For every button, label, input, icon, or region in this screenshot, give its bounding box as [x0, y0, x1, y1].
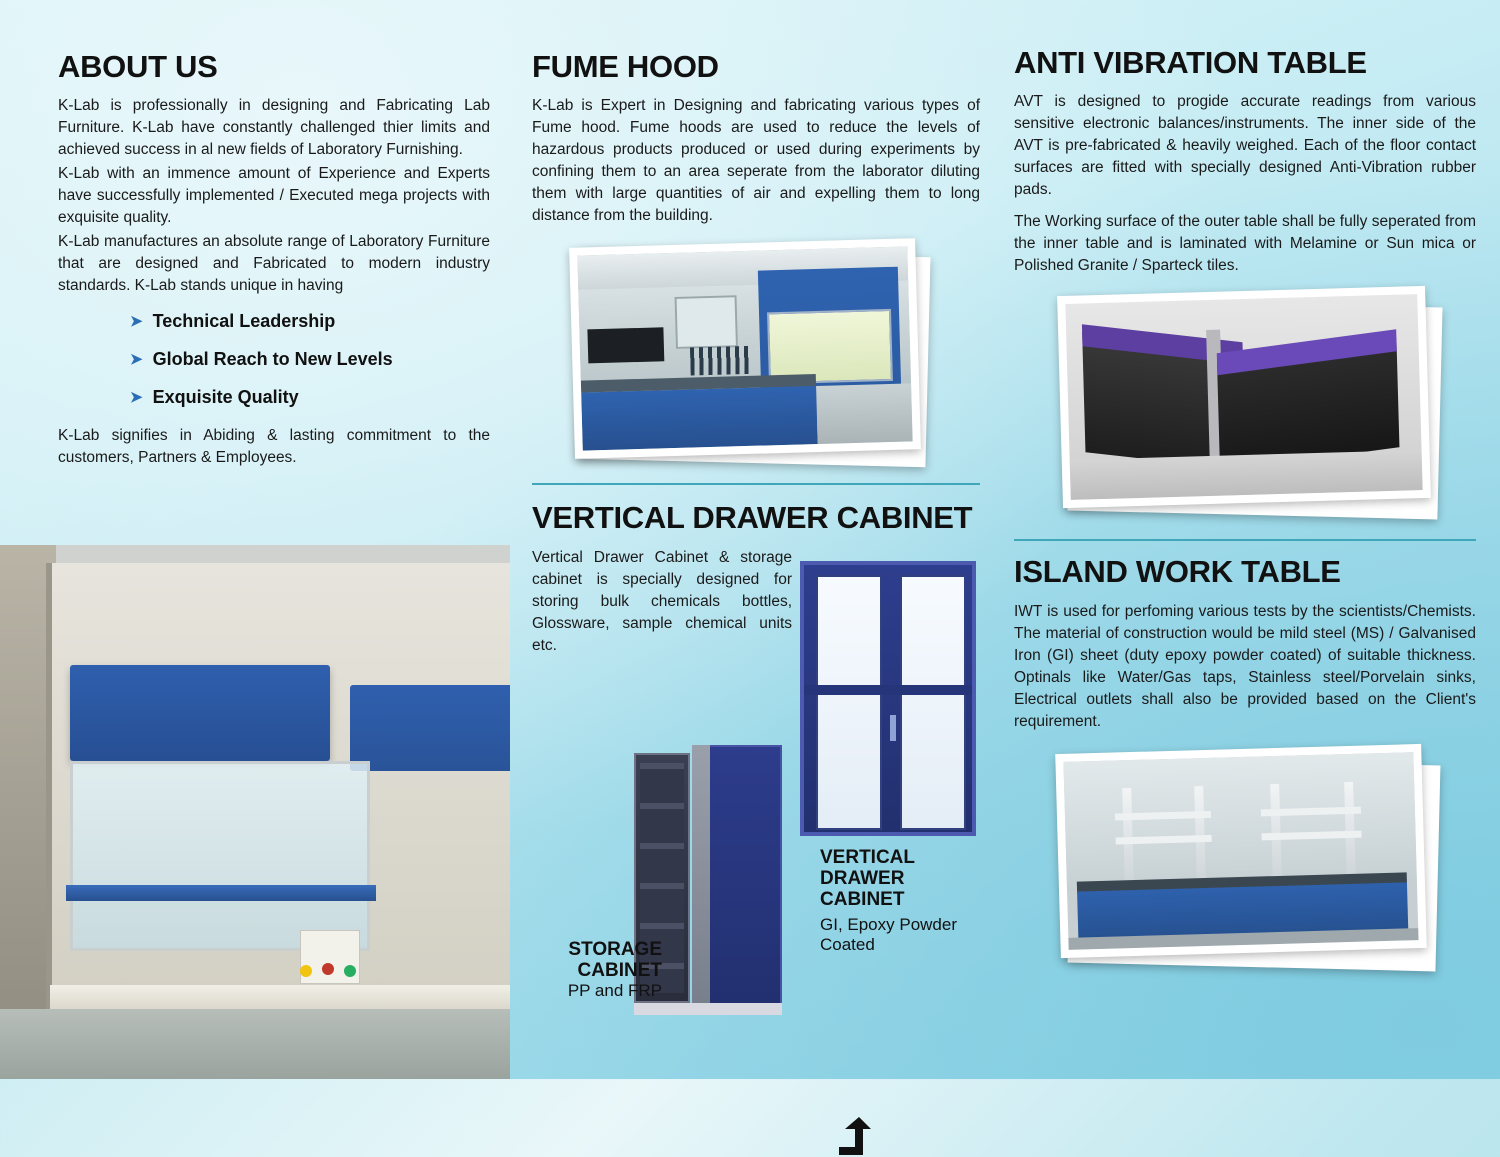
avt-photo	[1057, 286, 1431, 508]
about-us-closing: K-Lab signifies in Abiding & lasting commitment to the customers, Partners & Employees.	[58, 427, 490, 467]
arrow-right-icon: ➤	[130, 351, 143, 369]
section-divider	[1014, 539, 1476, 541]
fume-hood-photo-stack	[532, 243, 980, 465]
storage-cabinet-sublabel: PP and FRP	[567, 981, 662, 1001]
fume-hood-block	[532, 50, 980, 1017]
list-item	[58, 311, 490, 332]
section-divider	[532, 483, 980, 485]
fume-hood-installation-image	[0, 545, 510, 1079]
avt-photo-stack	[1014, 291, 1476, 521]
anti-vibration-table-title: ANTI VIBRATION TABLE	[1014, 45, 1367, 80]
vdc-paragraph: Vertical Drawer Cabinet & storage cabinet is specially designed for storing bulk chemicals bottles, Glossware, sample chemical units etc.	[532, 548, 792, 654]
iwt-photo	[1055, 744, 1427, 958]
iwt-paragraph: IWT is used for perfoming various tests by the scientists/Chemists. The material of construction would be mild steel (MS) / Galvanised Iron (GI) sheet (duty epoxy powder coated) of suitable thickness. Optinals like Water/Gas taps, Stainless steel/Porvelain sinks, Electrical outlets shall also be provided based on the Client's requirement.	[1014, 602, 1476, 730]
bullet-label: Global Reach to New Levels	[152, 349, 393, 370]
vertical-drawer-cabinet-image	[800, 561, 976, 836]
bullet-label: Exquisite Quality	[152, 387, 299, 408]
about-us-block	[58, 50, 490, 471]
arrow-right-icon: ➤	[130, 389, 143, 407]
about-us-title: ABOUT US	[58, 49, 218, 84]
avt-paragraph-1: AVT is designed to progide accurate readings from various sensitive electronic balances/instruments. The inner side of the AVT is pre-fabricated & heavily weighed. Each of the floor contact surfaces are fitted with specially designed Anti-Vibration rubber pads.	[1014, 93, 1476, 199]
arrow-up-icon	[837, 1117, 871, 1157]
island-work-table-image	[1063, 752, 1418, 950]
column-avt-iwt	[990, 0, 1500, 1079]
about-us-paragraph-1: K-Lab is professionally in designing and Fabricating Lab Furniture. K-Lab have constantly challenged thier limits and achieved success in al new fields of Laboratory Furnishing.	[58, 97, 490, 159]
list-item	[58, 387, 490, 408]
iwt-photo-stack	[1014, 749, 1476, 969]
fume-hood-paragraph: K-Lab is Expert in Designing and fabricating various types of Fume hood. Fume hoods are used to reduce the levels of hazardous products produced or used during experiments by confining them to an area seperate from the laborator diluting them with large quantities of air and expelling them to long distance from the building.	[532, 97, 980, 225]
bullet-label: Technical Leadership	[152, 311, 336, 332]
about-us-bullet-list	[58, 311, 490, 408]
avt-paragraph-2: The Working surface of the outer table shall be fully seperated from the inner table and is laminated with Melamine or Sun mica or Polished Granite / Sparteck tiles.	[1014, 213, 1476, 275]
column-about-us	[0, 0, 510, 1079]
fume-hood-title: FUME HOOD	[532, 49, 719, 84]
fume-hood-lab-image	[577, 247, 912, 451]
vdc-caption	[820, 847, 980, 956]
vdc-label: VERTICAL DRAWER CABINET	[820, 846, 915, 911]
vdc-sublabel: GI, Epoxy Powder Coated	[820, 914, 958, 955]
about-us-paragraph-2: K-Lab with an immence amount of Experience and Experts have successfully implemented / Executed mega projects with exquisite quality.	[58, 165, 490, 227]
column-fume-hood-vdc	[510, 0, 990, 1079]
vdc-content	[532, 547, 980, 1017]
anti-vibration-table-image	[1065, 295, 1422, 501]
storage-cabinet-caption	[532, 939, 662, 1002]
fume-hood-photo	[569, 239, 921, 460]
about-us-paragraph-3: K-Lab manufactures an absolute range of Laboratory Furniture that are designed and Fabricated to modern industry standards. K-Lab stands unique in having	[58, 233, 490, 295]
island-work-table-title: ISLAND WORK TABLE	[1014, 554, 1341, 590]
about-us-photo	[0, 545, 510, 1079]
vertical-drawer-cabinet-title: VERTICAL DRAWER CABINET	[532, 500, 973, 536]
arrow-right-icon: ➤	[130, 313, 143, 331]
list-item	[58, 349, 490, 370]
storage-cabinet-label: STORAGE CABINET	[568, 938, 662, 982]
avt-block	[1014, 46, 1476, 969]
